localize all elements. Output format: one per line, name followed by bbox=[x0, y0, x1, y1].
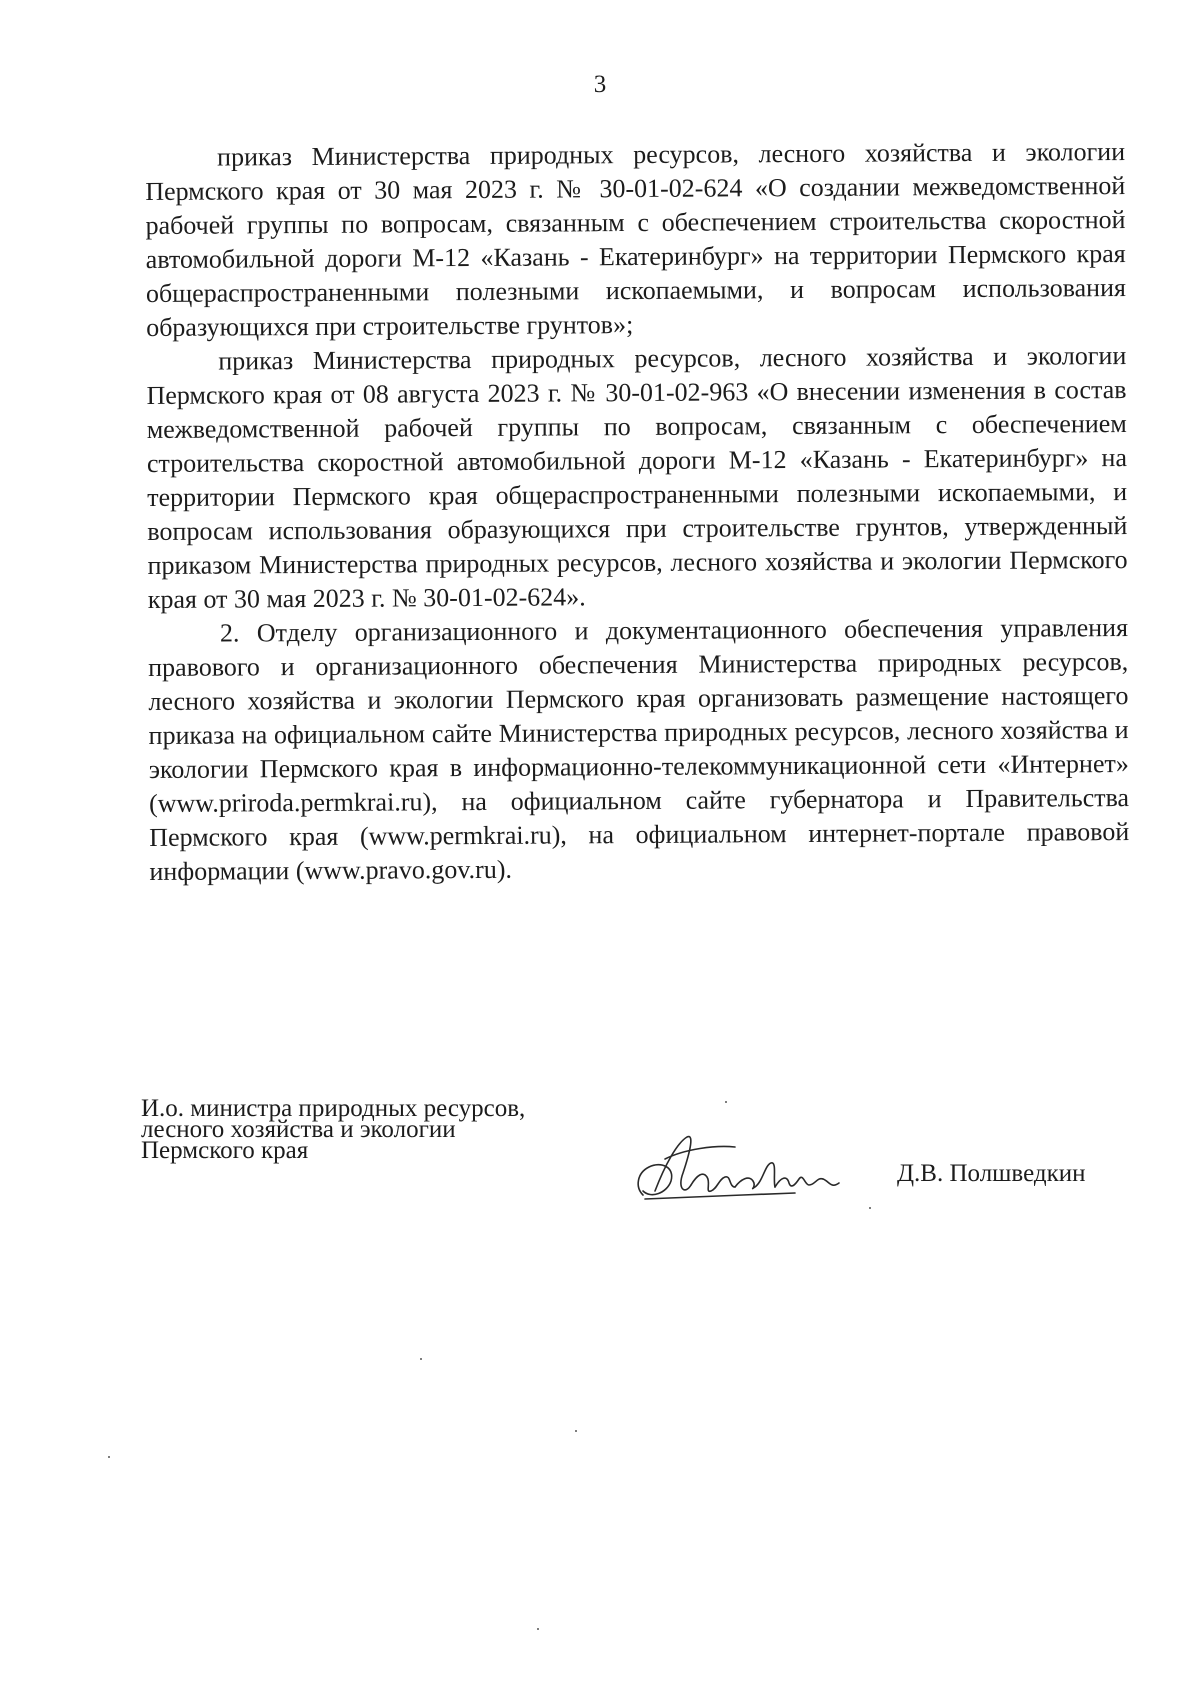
page-number: 3 bbox=[593, 71, 607, 98]
scan-speck bbox=[869, 1207, 871, 1209]
signatory-title-line-1: И.о. министра природных ресурсов, bbox=[141, 1095, 526, 1122]
paragraph-order-963: приказ Министерства природных ресурсов, лесного хозяйства и экологии Пермского края от 08 августа 2023 г. № 30-01-02-963 «О внесении изменения в состав межведомственной рабочей группы по вопросам, связанным с обеспечением строительства скоростной автомобильной дороги М-12 «Казань - Екатеринбург» на территории Пермского края общераспространенными полезными ископаемыми, и вопросам использования образующихся при строительстве грунтов, утвержденный приказом Министерства природных ресурсов, лесного хозяйства и экологии Пермского края от 30 мая 2023 г. № 30-01-02-624». bbox=[146, 341, 1128, 614]
signer-name: Д.В. Полшведкин bbox=[897, 1160, 1086, 1187]
handwritten-signature bbox=[625, 1125, 865, 1215]
paragraph-order-624: приказ Министерства природных ресурсов, лесного хозяйства и экологии Пермского края от 30 мая 2023 г. № 30-01-02-624 «О создании межведомственной рабочей группы по вопросам, связанным с обеспечением строительства скоростной автомобильной дороги М-12 «Казань - Екатеринбург» на территории Пермского края общераспространенными полезными ископаемыми, и вопросам использования образующихся при строительстве грунтов»; bbox=[145, 137, 1127, 342]
scan-speck bbox=[108, 1456, 110, 1458]
scan-speck bbox=[575, 1430, 577, 1432]
signatory-title bbox=[141, 1095, 526, 1164]
scan-speck bbox=[725, 1101, 727, 1103]
document-body bbox=[145, 135, 1130, 889]
signatory-title-line-3: Пермского края bbox=[141, 1137, 309, 1164]
signatory-title-line-2: лесного хозяйства и экологии bbox=[141, 1116, 456, 1143]
paragraph-publication-instruction: 2. Отделу организационного и документационного обеспечения управления правового и организационного обеспечения Министерства природных ресурсов, лесного хозяйства и экологии Пермского края организовать размещение настоящего приказа на официальном сайте Министерства природных ресурсов, лесного хозяйства и экологии Пермского края в информационно-телекоммуникационной сети «Интернет» (www.priroda.permkrai.ru), на официальном сайте губернатора и Правительства Пермского края (www.permkrai.ru), на официальном интернет-портале правовой информации (www.pravo.gov.ru). bbox=[148, 613, 1130, 886]
scan-speck bbox=[537, 1628, 539, 1630]
scan-speck bbox=[420, 1358, 422, 1360]
